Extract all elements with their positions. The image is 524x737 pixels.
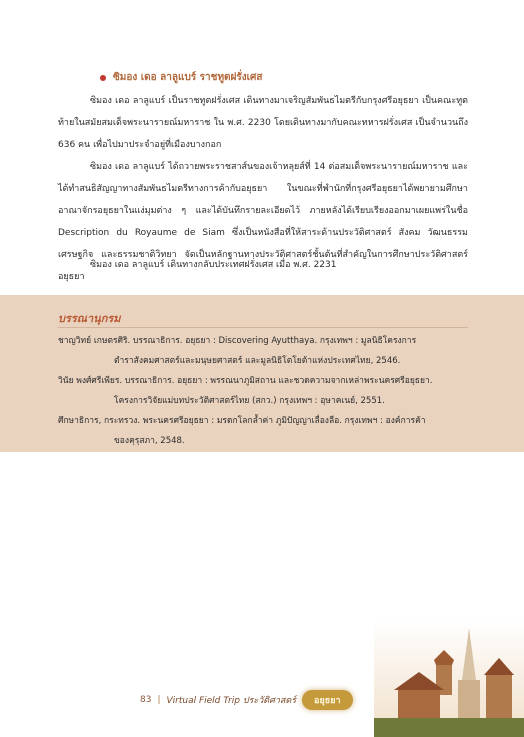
entry-continuation: ของคุรุสภา, 2548. bbox=[114, 436, 185, 446]
section-heading-text: ซิมอง เดอ ลาลูแบร์ ราชทูตฝรั่งเศส bbox=[113, 72, 263, 83]
paragraph-2: ซิมอง เดอ ลาลูแบร์ ได้ถวายพระราชสาส์นของเจ้าหลุยส์ที่ 14 ต่อสมเด็จพระนารายณ์มหาราช และได้ทำสนธิสัญญาทางสัมพันธไมตรีทางการค้ากับอยุธยา ในขณะที่พำนักที่กรุงศรีอยุธยาได้พยายามศึกษาอาณาจักรอยุธยาในแง่มุมต่าง ๆ และได้บันทึกรายละเอียดไว้ ภายหลังได้เรียบเรียงออกมาเผยแพร่ในชื่อ Description du Royaume de Siam ซึ่งเป็นหนังสือที่ให้สาระด้านประวัติศาสตร์ สังคม วัฒนธรรม เศรษฐกิจ และธรรมชาติวิทยา จัดเป็นหลักฐานทางประวัติศาสตร์ชั้นต้นที่สำคัญในการศึกษาประวัติศาสตร์อยุธยา bbox=[58, 162, 468, 282]
entry-line: ชาญวิทย์ เกษตรศิริ. บรรณาธิการ. อยุธยา : Discovering Ayutthaya. กรุงเทพฯ : มูลนิธิโครงการ bbox=[58, 336, 417, 346]
bibliography-entry bbox=[58, 371, 470, 411]
chapter-badge: อยุธยา bbox=[302, 690, 353, 710]
section-heading bbox=[100, 70, 263, 85]
bibliography-entry bbox=[58, 331, 470, 371]
bullet-icon bbox=[100, 75, 106, 81]
bibliography-title: บรรณานุกรม bbox=[58, 312, 121, 325]
paragraph-1: ซิมอง เดอ ลาลูแบร์ เป็นราชทูตฝรั่งเศส เดินทางมาเจริญสัมพันธไมตรีกับกรุงศรีอยุธยา เป็นคณะทูตท้ายในสมัยสมเด็จพระนารายณ์มหาราช ใน พ.ศ. 2230 โดยเดินทางมากับคณะทหารฝรั่งเศส เป็นจำนวนถึง 636 คน เพื่อไปมาประจำอยู่ที่เมืองบางกอก bbox=[58, 96, 468, 150]
page-footer bbox=[140, 690, 353, 710]
page-number: 83 bbox=[140, 695, 152, 705]
temple-illustration bbox=[374, 620, 524, 737]
bibliography-panel bbox=[0, 295, 524, 452]
entry-line: วินัย พงศ์ศรีเพียร. บรรณาธิการ. อยุธยา : พรรณนาภูมิสถาน และชวดความจากเหล่าพระนครศรีอยุธยา. bbox=[58, 376, 433, 386]
series-title: Virtual Field Trip ประวัติศาสตร์ bbox=[166, 696, 297, 706]
footer-separator: | bbox=[157, 695, 161, 705]
bibliography-entry bbox=[58, 411, 470, 451]
entry-line: ศึกษาธิการ, กระทรวง. พระนครศรีอยุธยา : มรดกโลกล้ำค่า ภูมิปัญญาเลื่องลือ. กรุงเทพฯ : องค์การค้า bbox=[58, 416, 426, 426]
paragraph-3: ซิมอง เดอ ลาลูแบร์ เดินทางกลับประเทศฝรั่งเศส เมื่อ พ.ศ. 2231 bbox=[90, 260, 337, 270]
entry-continuation: โครงการวิจัยแม่บทประวัติศาสตร์ไทย (สกว.) กรุงเทพฯ : อุษาคเนย์, 2551. bbox=[114, 396, 385, 406]
entry-continuation: ตำราสังคมศาสตร์และมนุษยศาสตร์ และมูลนิธิโตโยต้าแห่งประเทศไทย, 2546. bbox=[114, 356, 401, 366]
divider bbox=[58, 327, 468, 328]
